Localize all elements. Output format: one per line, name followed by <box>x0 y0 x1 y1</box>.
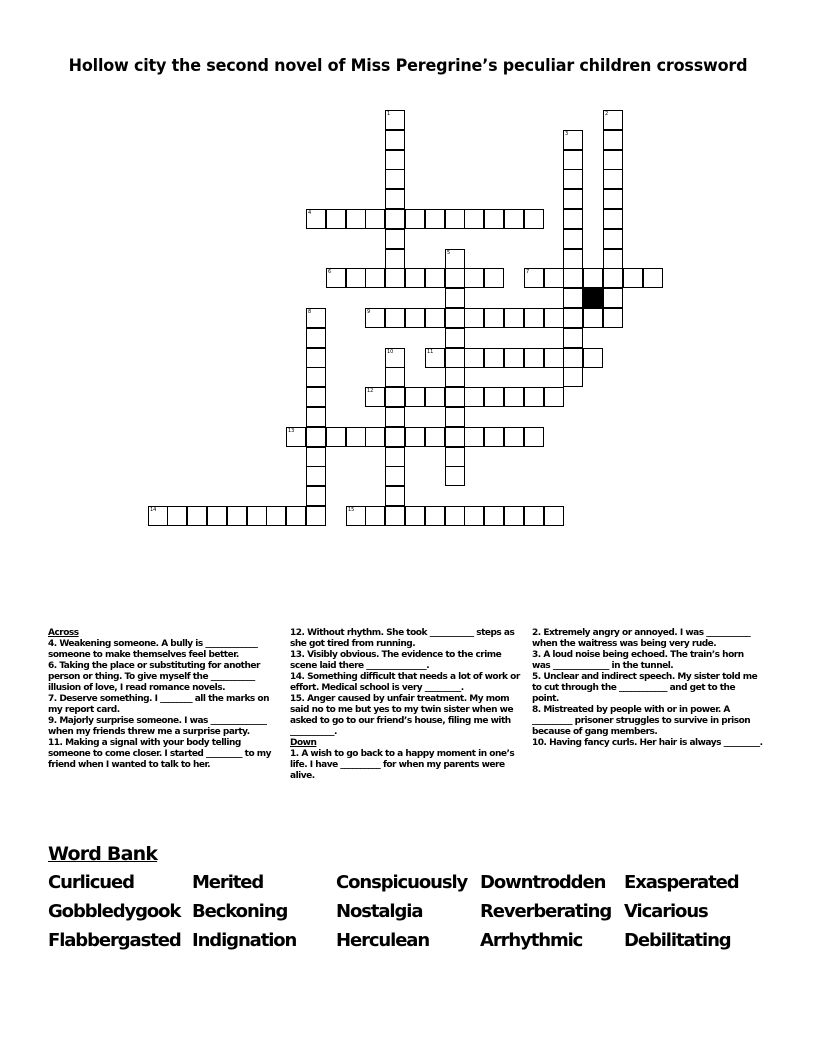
crossword-cell[interactable] <box>365 209 385 229</box>
crossword-cell[interactable] <box>563 189 583 209</box>
clue-14-across: 14. Something difficult that needs a lot of work or effort. Medical school is very _________. <box>290 672 520 693</box>
crossword-cell[interactable] <box>385 466 405 486</box>
crossword-cell[interactable] <box>544 506 564 526</box>
crossword-cell[interactable] <box>306 466 326 486</box>
crossword-cell[interactable] <box>524 308 544 328</box>
word-bank-item: Downtrodden <box>480 872 606 893</box>
crossword-cell[interactable] <box>583 268 603 288</box>
clue-8-down: 8. Mistreated by people with or in power. A __________ prisoner struggles to survive in prison because of gang members. <box>532 705 751 737</box>
crossword-cell[interactable] <box>524 209 544 229</box>
crossword-cell[interactable] <box>445 328 465 348</box>
crossword-cell[interactable] <box>385 506 405 526</box>
crossword-cell[interactable] <box>365 506 385 526</box>
crossword-cell[interactable] <box>603 288 623 308</box>
crossword-cell[interactable] <box>425 427 445 447</box>
clue-9-across: 9. Majorly surprise someone. I was ______________ when my friends threw me a surprise party. <box>48 716 267 737</box>
clue-number: 2 <box>605 111 609 117</box>
crossword-cell[interactable] <box>365 308 385 328</box>
word-bank-item: Vicarious <box>624 901 708 922</box>
crossword-cell[interactable] <box>484 506 504 526</box>
crossword-cell[interactable] <box>385 268 405 288</box>
crossword-cell[interactable] <box>603 209 623 229</box>
crossword-cell[interactable] <box>385 229 405 249</box>
crossword-cell[interactable] <box>563 169 583 189</box>
crossword-cell[interactable] <box>365 387 385 407</box>
clue-12-across: 12. Without rhythm. She took ___________ steps as she got tired from running. <box>290 628 515 649</box>
word-bank-item: Gobbledygook <box>48 901 181 922</box>
word-bank-item: Conspicuously <box>336 872 468 893</box>
crossword-cell[interactable] <box>306 328 326 348</box>
crossword-cell[interactable] <box>207 506 227 526</box>
crossword-cell[interactable] <box>405 387 425 407</box>
clue-13-across: 13. Visibly obvious. The evidence to the crime scene laid there _______________. <box>290 650 502 671</box>
crossword-cell[interactable] <box>346 209 366 229</box>
crossword-cell[interactable] <box>445 387 465 407</box>
crossword-cell[interactable] <box>187 506 207 526</box>
word-bank-item: Indignation <box>192 930 297 951</box>
crossword-cell[interactable] <box>504 506 524 526</box>
crossword-cell[interactable] <box>603 249 623 269</box>
crossword-cell[interactable] <box>306 387 326 407</box>
clue-number: 6 <box>328 269 332 275</box>
crossword-cell[interactable] <box>464 268 484 288</box>
crossword-cell[interactable] <box>385 486 405 506</box>
crossword-cell[interactable] <box>504 308 524 328</box>
crossword-cell[interactable] <box>385 150 405 170</box>
crossword-cell[interactable] <box>306 506 326 526</box>
crossword-cell[interactable] <box>405 268 425 288</box>
crossword-cell[interactable] <box>445 447 465 467</box>
clue-number: 11 <box>427 349 434 355</box>
clue-1-down: 1. A wish to go back to a happy moment in one’s life. I have __________ for when my parents were alive. <box>290 749 515 781</box>
crossword-cell[interactable] <box>385 407 405 427</box>
crossword-cell[interactable] <box>385 348 405 368</box>
crossword-cell[interactable] <box>425 387 445 407</box>
crossword-cell[interactable] <box>306 407 326 427</box>
crossword-cell[interactable] <box>603 150 623 170</box>
crossword-cell[interactable] <box>504 387 524 407</box>
crossword-cell[interactable] <box>464 308 484 328</box>
crossword-cell[interactable] <box>563 249 583 269</box>
down-heading: Down <box>290 738 317 748</box>
crossword-cell[interactable] <box>603 189 623 209</box>
clue-number: 13 <box>288 428 295 434</box>
crossword-cell[interactable] <box>445 506 465 526</box>
crossword-cell[interactable] <box>385 447 405 467</box>
clue-10-down: 10. Having fancy curls. Her hair is always _________. <box>532 738 763 748</box>
clue-number: 10 <box>387 349 394 355</box>
crossword-cell[interactable] <box>464 209 484 229</box>
crossword-cell[interactable] <box>365 268 385 288</box>
crossword-cell[interactable] <box>167 506 187 526</box>
crossword-cell[interactable] <box>504 348 524 368</box>
crossword-cell[interactable] <box>484 348 504 368</box>
crossword-cell[interactable] <box>623 268 643 288</box>
crossword-cell[interactable] <box>524 348 544 368</box>
word-bank <box>48 872 788 952</box>
crossword-cell[interactable] <box>445 407 465 427</box>
crossword-cell[interactable] <box>544 308 564 328</box>
clue-number: 8 <box>308 309 312 315</box>
crossword-cell[interactable] <box>425 348 445 368</box>
crossword-cell[interactable] <box>563 348 583 368</box>
crossword-cell[interactable] <box>563 367 583 387</box>
crossword-cell[interactable] <box>484 308 504 328</box>
crossword-cell[interactable] <box>385 130 405 150</box>
crossword-cell[interactable] <box>603 169 623 189</box>
crossword-cell[interactable] <box>385 209 405 229</box>
crossword-cell[interactable] <box>603 110 623 130</box>
crossword-cell[interactable] <box>563 209 583 229</box>
crossword-cell[interactable] <box>563 308 583 328</box>
word-bank-item: Merited <box>192 872 264 893</box>
word-bank-item: Nostalgia <box>336 901 423 922</box>
crossword-cell[interactable] <box>306 209 326 229</box>
crossword-cell[interactable] <box>563 150 583 170</box>
clue-5-down: 5. Unclear and indirect speech. My sister told me to cut through the ____________ and get to the point. <box>532 672 758 704</box>
crossword-cell[interactable] <box>306 367 326 387</box>
crossword-cell[interactable] <box>504 427 524 447</box>
crossword-cell[interactable] <box>544 387 564 407</box>
crossword-cell[interactable] <box>346 427 366 447</box>
clue-number: 3 <box>565 131 569 137</box>
clues-column-1 <box>48 628 280 771</box>
crossword-cell[interactable] <box>544 348 564 368</box>
crossword-cell[interactable] <box>603 308 623 328</box>
crossword-cell[interactable] <box>484 268 504 288</box>
crossword-cell[interactable] <box>484 427 504 447</box>
crossword-cell[interactable] <box>445 367 465 387</box>
word-bank-item: Herculean <box>336 930 430 951</box>
crossword-cell[interactable] <box>464 348 484 368</box>
crossword-cell[interactable] <box>464 387 484 407</box>
clue-15-across: 15. Anger caused by unfair treatment. My mom said no to me but yes to my twin sister when we asked to go to our friend’s house, filing me with ___________. <box>290 694 514 737</box>
crossword-cell[interactable] <box>346 268 366 288</box>
crossword-cell[interactable] <box>425 209 445 229</box>
crossword-cell[interactable] <box>524 268 544 288</box>
crossword-cell[interactable] <box>385 387 405 407</box>
word-bank-title: Word Bank <box>48 843 158 865</box>
crossword-cell[interactable] <box>148 506 168 526</box>
crossword-cell[interactable] <box>445 249 465 269</box>
crossword-cell[interactable] <box>385 367 405 387</box>
crossword-cell[interactable] <box>365 427 385 447</box>
crossword-cell[interactable] <box>306 308 326 328</box>
crossword-cell[interactable] <box>504 209 524 229</box>
crossword-cell[interactable] <box>464 427 484 447</box>
crossword-cell[interactable] <box>563 130 583 150</box>
crossword-cell[interactable] <box>247 506 267 526</box>
crossword-cell[interactable] <box>583 348 603 368</box>
crossword-cell[interactable] <box>524 506 544 526</box>
crossword-cell[interactable] <box>445 288 465 308</box>
crossword-cell[interactable] <box>405 308 425 328</box>
crossword-cell[interactable] <box>524 387 544 407</box>
across-heading: Across <box>48 628 79 638</box>
crossword-cell[interactable] <box>563 328 583 348</box>
word-bank-item: Debilitating <box>624 930 731 951</box>
crossword-cell[interactable] <box>385 169 405 189</box>
clue-4-across: 4. Weakening someone. A bully is _____________ someone to make themselves feel better. <box>48 639 258 660</box>
crossword-cell[interactable] <box>603 268 623 288</box>
word-bank-item: Arrhythmic <box>480 930 583 951</box>
crossword-cell[interactable] <box>425 308 445 328</box>
crossword-cell[interactable] <box>385 308 405 328</box>
crossword-cell[interactable] <box>326 268 346 288</box>
crossword-cell[interactable] <box>563 229 583 249</box>
crossword-cell[interactable] <box>405 427 425 447</box>
crossword-cell[interactable] <box>484 387 504 407</box>
crossword-cell[interactable] <box>524 427 544 447</box>
crossword-cell[interactable] <box>563 268 583 288</box>
clue-number: 14 <box>150 507 157 513</box>
page-title: Hollow city the second novel of Miss Peregrine’s peculiar children crossword <box>68 56 748 76</box>
clue-11-across: 11. Making a signal with your body telling someone to come closer. I started _________ to my friend when I wanted to talk to her. <box>48 738 272 770</box>
crossword-cell[interactable] <box>445 427 465 447</box>
crossword-cell[interactable] <box>405 506 425 526</box>
crossword-cell[interactable] <box>445 268 465 288</box>
crossword-cell[interactable] <box>385 249 405 269</box>
word-bank-item: Curlicued <box>48 872 134 893</box>
clue-number: 7 <box>526 269 530 275</box>
clue-number: 4 <box>308 210 312 216</box>
crossword-cell[interactable] <box>385 189 405 209</box>
crossword-cell[interactable] <box>445 348 465 368</box>
crossword-black-cell <box>583 288 603 308</box>
word-bank-item: Beckoning <box>192 901 288 922</box>
crossword-cell[interactable] <box>643 268 663 288</box>
crossword-cell[interactable] <box>445 308 465 328</box>
word-bank-item: Reverberating <box>480 901 612 922</box>
clues-column-2 <box>290 628 522 782</box>
crossword-cell[interactable] <box>306 447 326 467</box>
crossword-cell[interactable] <box>346 506 366 526</box>
clue-number: 9 <box>367 309 371 315</box>
crossword-cell[interactable] <box>266 506 286 526</box>
crossword-cell[interactable] <box>306 427 326 447</box>
clue-number: 1 <box>387 111 391 117</box>
word-bank-item: Exasperated <box>624 872 739 893</box>
crossword-cell[interactable] <box>385 427 405 447</box>
clues-column-3 <box>532 628 764 749</box>
crossword-cell[interactable] <box>326 209 346 229</box>
crossword-cell[interactable] <box>306 486 326 506</box>
clue-number: 15 <box>348 507 355 513</box>
crossword-cell[interactable] <box>583 308 603 328</box>
crossword-cell[interactable] <box>306 348 326 368</box>
crossword-cell[interactable] <box>603 130 623 150</box>
clue-7-across: 7. Deserve something. I ________ all the marks on my report card. <box>48 694 270 715</box>
clue-number: 12 <box>367 388 374 394</box>
crossword-cell[interactable] <box>286 427 306 447</box>
word-bank-item: Flabbergasted <box>48 930 181 951</box>
crossword-cell[interactable] <box>464 506 484 526</box>
clue-2-down: 2. Extremely angry or annoyed. I was ___________ when the waitress was being very rude. <box>532 628 751 649</box>
crossword-cell[interactable] <box>484 209 504 229</box>
clue-number: 5 <box>447 250 451 256</box>
crossword-cell[interactable] <box>563 288 583 308</box>
crossword-cell[interactable] <box>544 268 564 288</box>
crossword-cell[interactable] <box>603 229 623 249</box>
crossword-cell[interactable] <box>286 506 306 526</box>
crossword-cell[interactable] <box>405 209 425 229</box>
crossword-cell[interactable] <box>425 268 445 288</box>
clue-6-across: 6. Taking the place or substituting for another person or thing. To give myself the ___________ illusion of love, I read romance novels. <box>48 661 260 693</box>
crossword-cell[interactable] <box>227 506 247 526</box>
crossword-cell[interactable] <box>385 110 405 130</box>
clue-3-down: 3. A loud noise being echoed. The train’s horn was ______________ in the tunnel. <box>532 650 744 671</box>
crossword-cell[interactable] <box>445 209 465 229</box>
crossword-cell[interactable] <box>425 506 445 526</box>
crossword-cell[interactable] <box>445 466 465 486</box>
crossword-cell[interactable] <box>326 427 346 447</box>
